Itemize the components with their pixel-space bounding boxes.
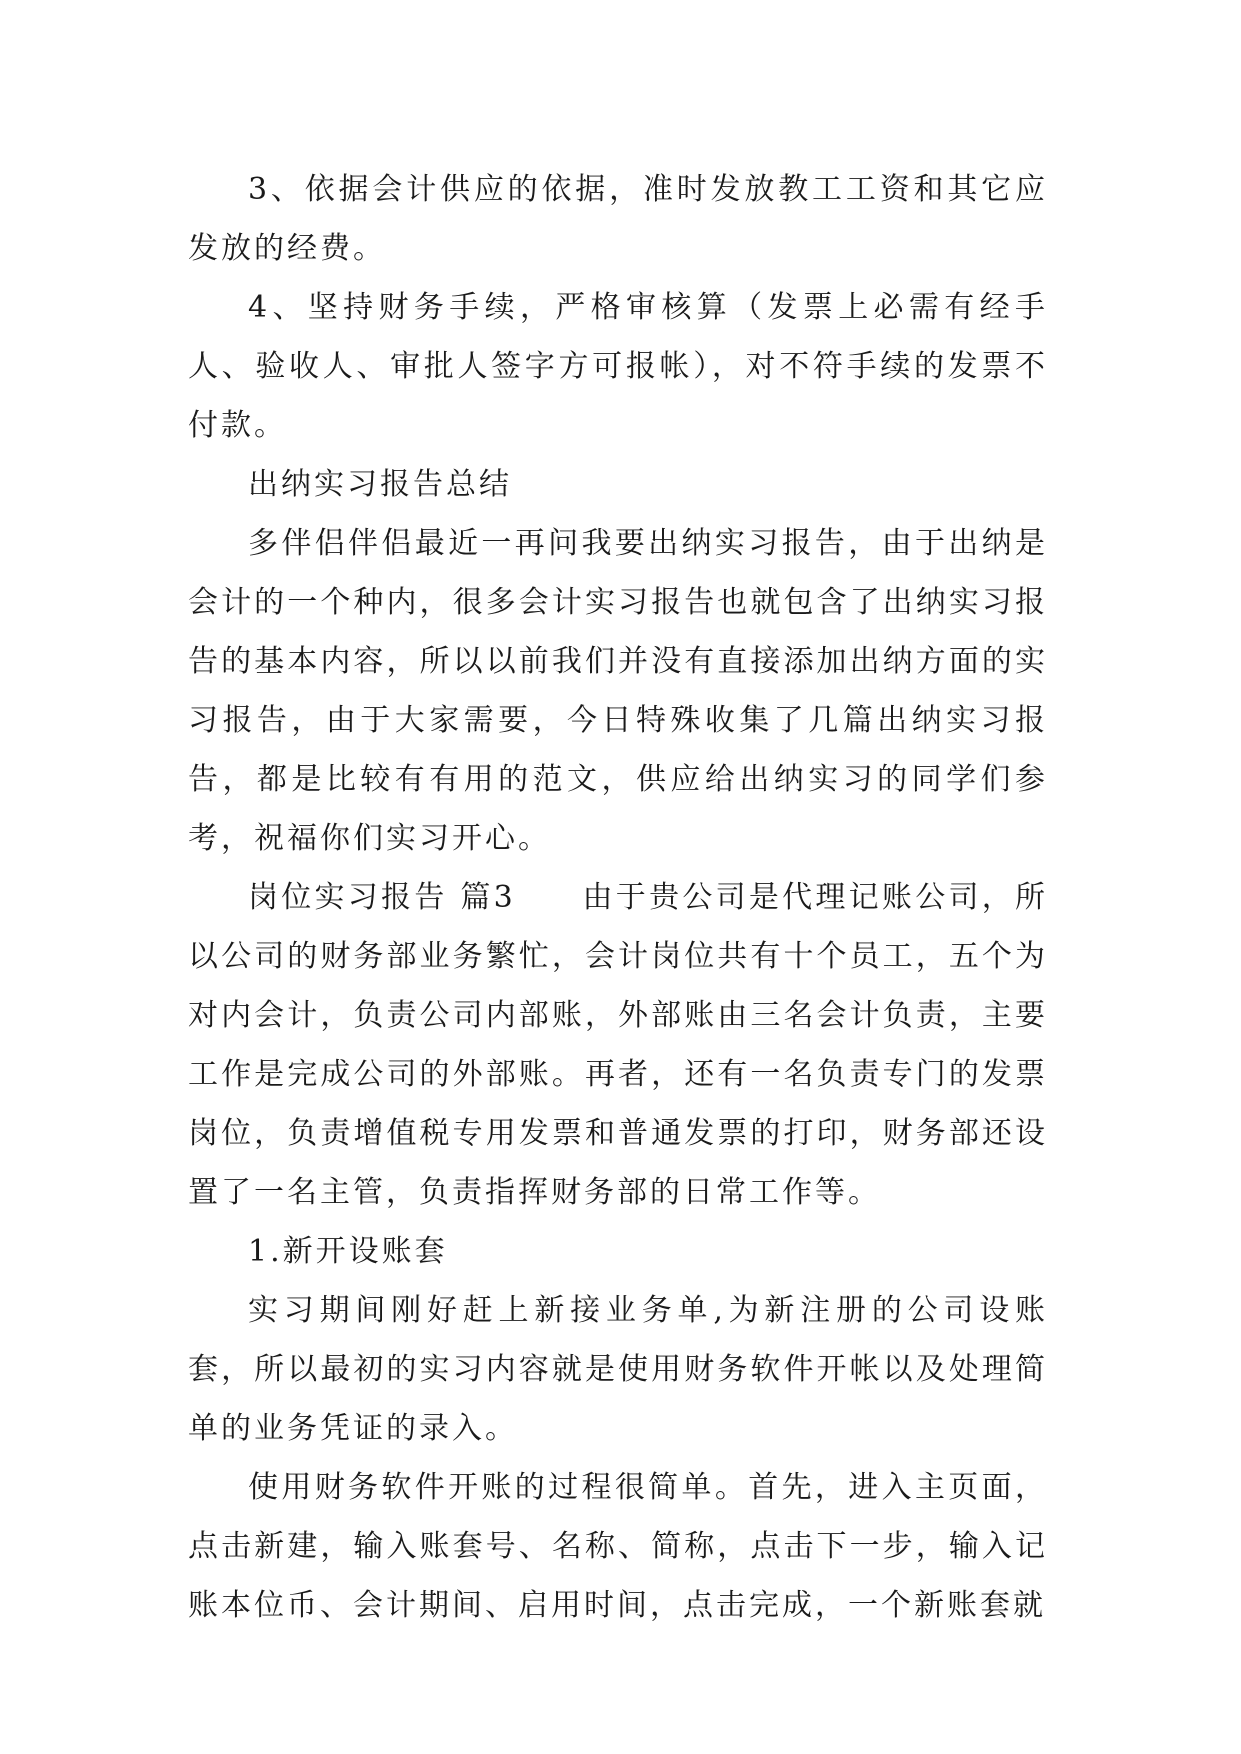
paragraph-financial-procedures: 4、坚持财务手续，严格审核算（发票上必需有经手人、验收人、审批人签字方可报帐），对不符手续的发票不付款。 xyxy=(188,290,1048,443)
body-text xyxy=(188,160,1048,1635)
paragraph-salary-payment: 3、依据会计供应的依据，准时发放教工工资和其它应发放的经费。 xyxy=(188,172,1048,266)
section-heading-new-account-set: 1.新开设账套 xyxy=(248,1234,448,1269)
paragraph-cashier-intro: 多伴侣伴侣最近一再问我要出纳实习报告，由于出纳是会计的一个种内，很多会计实习报告也就包含了出纳实习报告的基本内容，所以以前我们并没有直接添加出纳方面的实习报告，由于大家需要，今日特殊收集了几篇出纳实习报告，都是比较有有用的范文，供应给出纳实习的同学们参考，祝福你们实习开心。 xyxy=(188,526,1048,856)
paragraph-account-set-setup: 实习期间刚好赶上新接业务单,为新注册的公司设账套，所以最初的实习内容就是使用财务软件开帐以及处理简单的业务凭证的录入。 xyxy=(188,1293,1048,1446)
paragraph-software-steps: 使用财务软件开账的过程很简单。首先，进入主页面，点击新建，输入账套号、名称、简称，点击下一步，输入记账本位币、会计期间、启用时间，点击完成，一个新账套就 xyxy=(188,1470,1048,1623)
paragraph-internship-report-3: 岗位实习报告 篇3 由于贵公司是代理记账公司，所以公司的财务部业务繁忙，会计岗位共有十个员工，五个为对内会计，负责公司内部账，外部账由三名会计负责，主要工作是完成公司的外部账。再者，还有一名负责专门的发票岗位，负责增值税专用发票和普通发票的打印，财务部还设置了一名主管，负责指挥财务部的日常工作等。 xyxy=(188,880,1048,1210)
section-heading-cashier-summary: 出纳实习报告总结 xyxy=(248,467,512,502)
